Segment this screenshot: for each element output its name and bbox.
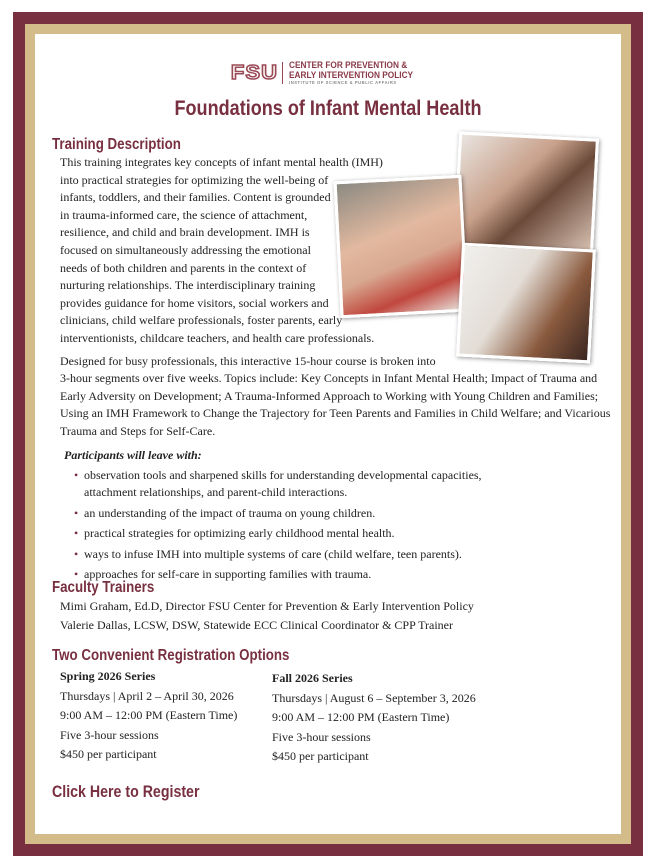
text-line: attachment relationships, and parent-child interactions.: [84, 485, 348, 500]
gold-border: [25, 24, 631, 844]
register-link[interactable]: Click Here to Register: [52, 783, 200, 801]
page-title: Foundations of Infant Mental Health: [174, 97, 482, 120]
training-description-text: [52, 154, 383, 348]
text-line: This training integrates key concepts of infant mental health (IMH): [60, 155, 383, 169]
outcome-item: [74, 467, 632, 502]
series-dates: Thursdays | August 6 – September 3, 2026: [272, 690, 476, 705]
fsu-logo: [230, 60, 424, 86]
text-line: clinicians, child welfare professionals, foster parents, early: [60, 313, 343, 328]
text-line: provides guidance for home visitors, social workers and: [60, 295, 329, 310]
text-line: • practical strategies for optimizing early childhood mental health.: [84, 526, 395, 541]
flyer-page: [35, 34, 621, 834]
text-line: in trauma-informed care, the science of attachment,: [60, 207, 308, 222]
outcomes-list: [52, 467, 632, 585]
maroon-border: [13, 12, 643, 856]
text-line: Using an IMH Framework to Change the Trajectory for Teen Parents and Families in Child Welfare; and Vicarious: [60, 406, 611, 421]
registration-heading: Two Convenient Registration Options: [52, 647, 290, 664]
faculty-list: [52, 597, 474, 635]
text-line: focused on simultaneously addressing the emotional: [60, 242, 311, 257]
faculty-member: Valerie Dallas, LCSW, DSW, Statewide ECC Clinical Coordinator & CPP Trainer: [60, 618, 453, 632]
series-dates: Thursdays | April 2 – April 30, 2026: [60, 688, 234, 703]
text-line: • observation tools and sharpened skills for understanding developmental capacities,: [84, 467, 482, 482]
text-line: resilience, and child and brain development. IMH is: [60, 225, 310, 240]
series-sessions: Five 3-hour sessions: [60, 727, 159, 742]
outcome-item: [74, 505, 632, 523]
text-line: Early Adversity on Development; A Trauma-Informed Approach to Working with Young Children and Families;: [60, 388, 599, 403]
logo-divider: [282, 62, 283, 84]
text-line: • an understanding of the impact of trauma on young children.: [84, 505, 376, 520]
fall-series: [272, 669, 476, 767]
logo-text: [289, 60, 413, 86]
text-line: Designed for busy professionals, this interactive 15-hour course is broken into: [60, 353, 436, 368]
series-sessions: Five 3-hour sessions: [272, 729, 371, 744]
text-line: into practical strategies for optimizing the well-being of: [60, 172, 329, 187]
text-line: needs of both children and parents in the context of: [60, 260, 307, 275]
outcome-item: [74, 525, 632, 543]
logo-line: CENTER FOR PREVENTION &: [289, 60, 408, 70]
faculty-section: [52, 579, 474, 635]
text-line: 3-hour segments over five weeks. Topics include: Key Concepts in Infant Mental Health; Impact of Trauma and: [60, 371, 598, 386]
text-line: infants, toddlers, and their families. Content is grounded: [60, 190, 331, 205]
series-name: Spring 2026 Series: [60, 669, 156, 683]
register-link-wrap: [52, 783, 223, 802]
text-line: • ways to infuse IMH into multiple systems of care (child welfare, teen parents).: [84, 546, 462, 561]
series-name: Fall 2026 Series: [272, 671, 353, 685]
logo-subline: INSTITUTE OF SCIENCE & PUBLIC AFFAIRS: [289, 80, 397, 85]
training-description-heading: Training Description: [52, 136, 181, 153]
course-topics-text: [52, 353, 632, 441]
series-price: $450 per participant: [60, 747, 157, 761]
participants-heading: Participants will leave with:: [64, 447, 202, 462]
logo-mark: FSU: [230, 61, 279, 84]
text-line: interventionists, childcare teachers, and health care professionals.: [60, 330, 375, 345]
faculty-member: Mimi Graham, Ed.D, Director FSU Center for Prevention & Early Intervention Policy: [60, 599, 474, 613]
text-line: • approaches for self-care in supporting families with trauma.: [84, 567, 372, 582]
training-description-section: [52, 136, 632, 587]
text-line: Trauma and Steps for Self-Care.: [60, 423, 216, 438]
faculty-heading: Faculty Trainers: [52, 579, 155, 596]
series-price: $450 per participant: [272, 749, 369, 763]
spring-series: [60, 667, 237, 765]
text-line: nurturing relationships. The interdisciplinary training: [60, 278, 316, 293]
logo-line: EARLY INTERVENTION POLICY: [289, 70, 414, 80]
series-time: 9:00 AM – 12:00 PM (Eastern Time): [60, 708, 238, 722]
series-time: 9:00 AM – 12:00 PM (Eastern Time): [272, 710, 450, 724]
outcome-item: [74, 546, 632, 564]
